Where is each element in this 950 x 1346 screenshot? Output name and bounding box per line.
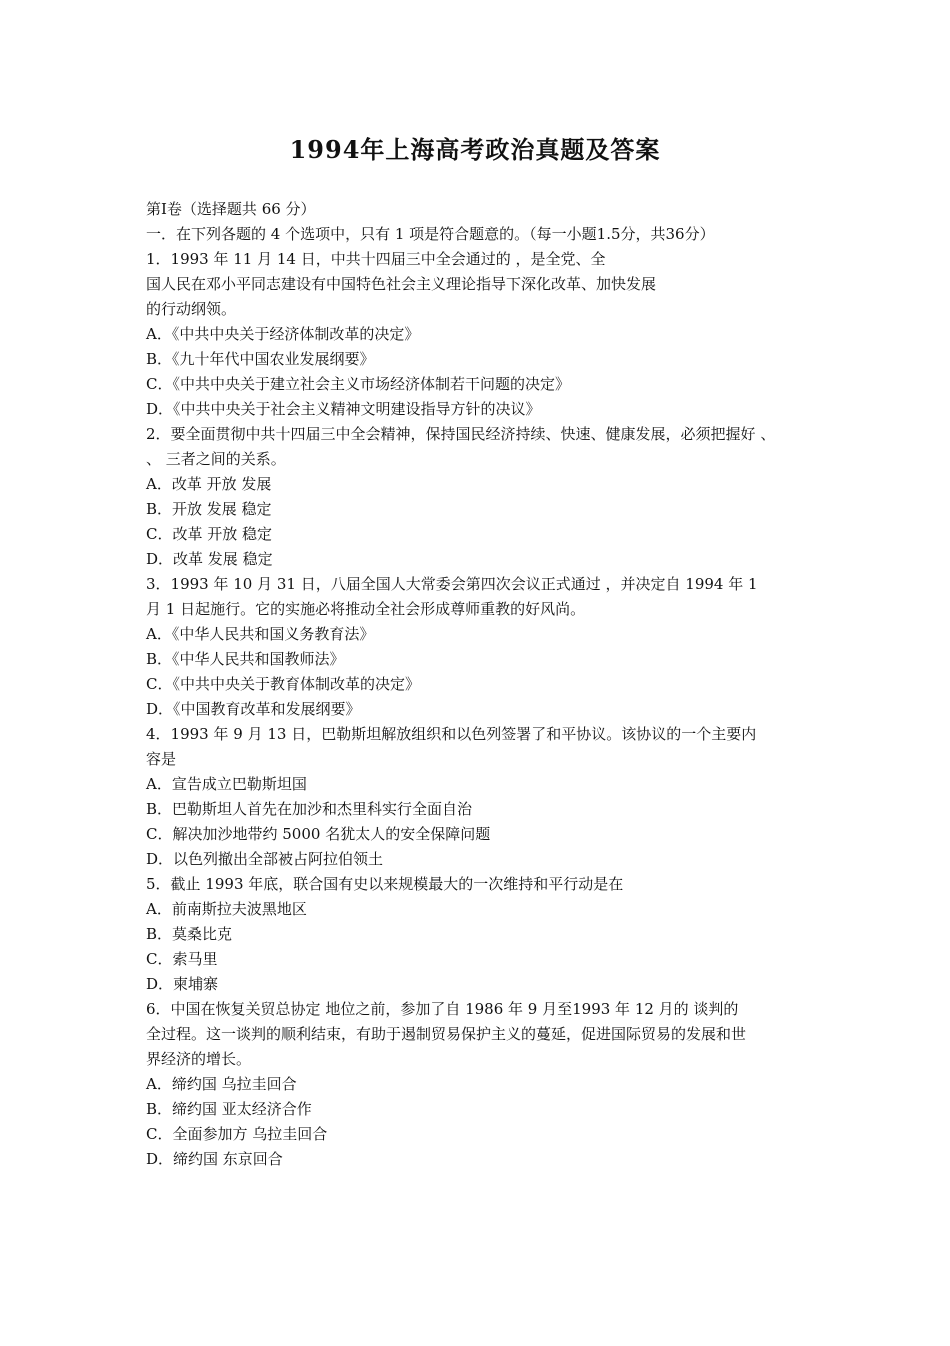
text-line: 第Ⅰ卷（选择题共 66 分） [146,200,316,218]
text-line: 的行动纲领。 [146,300,237,318]
text-line: 月 1 日起施行。它的实施必将推动全社会形成尊师重教的好风尚。 [146,600,586,618]
text-line: C．索马里 [146,950,218,968]
text-line: 3．1993 年 10 月 31 日，八届全国人大常委会第四次会议正式通过 ，并决定自 1994 年 1 [146,575,758,593]
text-line: B．《九十年代中国农业发展纲要》 [146,350,375,368]
text-line: D．《中国教育改革和发展纲要》 [146,700,361,718]
text-line: C．《中共中央关于建立社会主义市场经济体制若干问题的决定》 [146,375,570,393]
document-title: 1994年上海高考政治真题及答案 [289,135,661,164]
text-line: B．《中华人民共和国教师法》 [146,650,345,668]
text-line: A．《中华人民共和国义务教育法》 [146,625,375,643]
text-line: D．改革 发展 稳定 [146,550,273,568]
text-line: 5．截止 1993 年底，联合国有史以来规模最大的一次维持和平行动是在 [146,875,624,893]
text-line: 全过程。这一谈判的顺利结束，有助于遏制贸易保护主义的蔓延，促进国际贸易的发展和世 [146,1025,747,1043]
text-line: 容是 [146,750,177,768]
text-line: B．莫桑比克 [146,925,233,943]
text-line: 6．中国在恢复关贸总协定 地位之前，参加了自 1986 年 9 月至1993 年 12 月的 谈判的 [146,1000,739,1018]
text-line: C．改革 开放 稳定 [146,525,273,543]
text-line: 一．在下列各题的 4 个选项中，只有 1 项是符合题意的。（每一小题1.5分，共36分） [146,225,715,243]
text-line: A．前南斯拉夫波黑地区 [146,900,307,918]
text-line: A．缔约国 乌拉圭回合 [146,1075,297,1093]
text-line: D．缔约国 东京回合 [146,1150,283,1168]
text-line: 界经济的增长。 [146,1050,252,1068]
text-line: D．《中共中央关于社会主义精神文明建设指导方针的决议》 [146,400,541,418]
text-line: A．宣告成立巴勒斯坦国 [146,775,307,793]
text-line: D．柬埔寨 [146,975,219,993]
text-line: A．《中共中央关于经济体制改革的决定》 [146,325,420,343]
text-line: C．全面参加方 乌拉圭回合 [146,1125,328,1143]
text-line: 4．1993 年 9 月 13 日，巴勒斯坦解放组织和以色列签署了和平协议。该协议的一个主要内 [146,725,757,743]
text-line: B．缔约国 亚太经济合作 [146,1100,312,1118]
text-line: 国人民在邓小平同志建设有中国特色社会主义理论指导下深化改革、加快发展 [146,275,657,293]
text-line: D．以色列撤出全部被占阿拉伯领土 [146,850,384,868]
text-line: 、 三者之间的关系。 [146,450,286,468]
text-line: B．巴勒斯坦人首先在加沙和杰里科实行全面自治 [146,800,473,818]
text-line: 2．要全面贯彻中共十四届三中全会精神，保持国民经济持续、快速、健康发展，必须把握好 、 [146,425,776,443]
document-body [146,197,826,1172]
text-line: A．改革 开放 发展 [146,475,272,493]
text-line: C．解决加沙地带约 5000 名犹太人的安全保障问题 [146,825,491,843]
text-line: B．开放 发展 稳定 [146,500,272,518]
text-line: 1．1993 年 11 月 14 日，中共十四届三中全会通过的 ，是全党、全 [146,250,606,268]
text-line: C．《中共中央关于教育体制改革的决定》 [146,675,420,693]
